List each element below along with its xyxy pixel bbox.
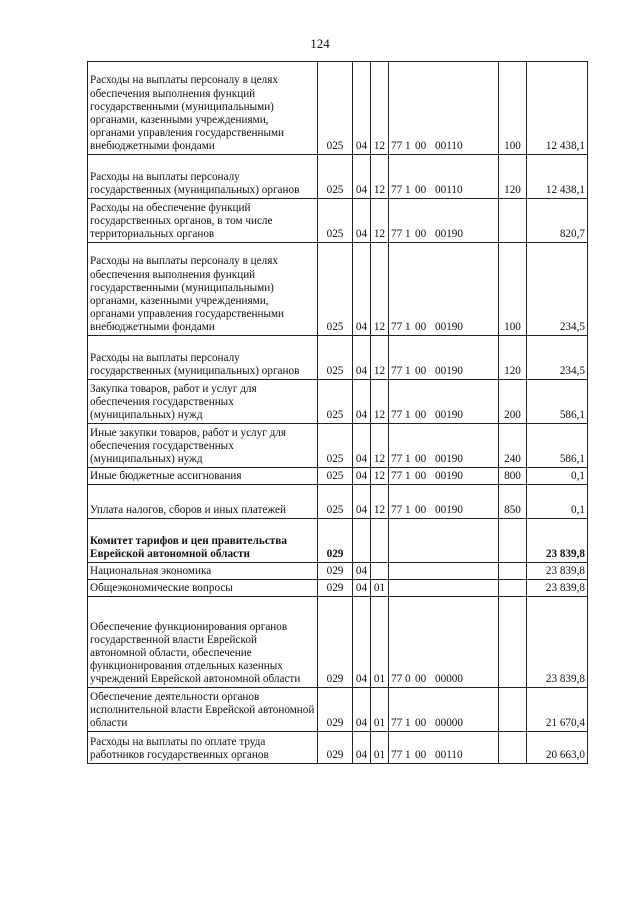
table-row	[88, 199, 588, 243]
ved-code: 029	[318, 688, 353, 732]
subsection-code: 12	[371, 155, 389, 199]
target-article-part: 77	[391, 452, 403, 465]
ved-code: 025	[318, 380, 353, 424]
section-code: 04	[353, 468, 371, 485]
target-article-part: 1	[405, 320, 411, 333]
target-article-code	[389, 732, 499, 764]
target-article-part: 1	[405, 469, 411, 482]
subsection-code: 12	[371, 62, 389, 155]
target-article-part: 00	[415, 452, 427, 465]
row-name: Расходы на выплаты персоналу государственных (муниципальных) органов	[88, 336, 318, 380]
row-name: Расходы на выплаты персоналу государственных (муниципальных) органов	[88, 155, 318, 199]
target-article-part: 77	[391, 716, 403, 729]
amount: 12 438,1	[527, 155, 588, 199]
target-article-part: 77	[391, 320, 403, 333]
expense-type-code	[499, 688, 527, 732]
target-article-part: 1	[405, 227, 411, 240]
target-article-part: 00	[415, 227, 427, 240]
expense-type-code	[499, 563, 527, 580]
subsection-code: 12	[371, 380, 389, 424]
amount: 23 839,8	[527, 580, 588, 597]
expense-type-code: 800	[499, 468, 527, 485]
table-row	[88, 563, 588, 580]
ved-code: 025	[318, 336, 353, 380]
row-name: Обеспечение деятельности органов исполнительной власти Еврейской автономной области	[88, 688, 318, 732]
section-code: 04	[353, 732, 371, 764]
amount: 0,1	[527, 468, 588, 485]
subsection-code: 12	[371, 243, 389, 336]
amount: 21 670,4	[527, 688, 588, 732]
ved-code: 025	[318, 468, 353, 485]
expense-type-code	[499, 580, 527, 597]
target-article-part: 77	[391, 227, 403, 240]
ved-code: 029	[318, 563, 353, 580]
ved-code: 025	[318, 62, 353, 155]
expense-type-code: 850	[499, 485, 527, 519]
target-article-code	[389, 62, 499, 155]
target-article-part: 77	[391, 183, 403, 196]
subsection-code: 12	[371, 468, 389, 485]
ved-code: 029	[318, 580, 353, 597]
ved-code: 025	[318, 243, 353, 336]
section-code: 04	[353, 62, 371, 155]
target-article-part: 77	[391, 672, 403, 685]
page-number: 124	[310, 36, 330, 51]
expense-type-code	[499, 199, 527, 243]
section-code: 04	[353, 688, 371, 732]
target-article-code	[389, 243, 499, 336]
target-article-part: 1	[405, 748, 411, 761]
amount: 23 839,8	[527, 563, 588, 580]
target-article-code	[389, 380, 499, 424]
ved-code: 025	[318, 155, 353, 199]
row-name: Закупка товаров, работ и услуг для обеспечения государственных (муниципальных) нужд	[88, 380, 318, 424]
row-name: Обеспечение функционирования органов государственной власти Еврейской автономной области, обеспечение функционирования отдельных казенных учреждений Еврейской автономной области	[88, 597, 318, 688]
target-article-part: 00	[415, 139, 427, 152]
ved-code: 025	[318, 199, 353, 243]
expense-type-code	[499, 597, 527, 688]
subsection-code: 12	[371, 424, 389, 468]
section-code: 04	[353, 199, 371, 243]
target-article-part: 77	[391, 139, 403, 152]
ved-code: 025	[318, 485, 353, 519]
target-article-part: 00190	[435, 469, 463, 482]
amount: 586,1	[527, 424, 588, 468]
target-article-part: 00	[415, 320, 427, 333]
subsection-code: 01	[371, 688, 389, 732]
subsection-code: 01	[371, 732, 389, 764]
target-article-code	[389, 468, 499, 485]
section-code: 04	[353, 424, 371, 468]
section-code: 04	[353, 580, 371, 597]
target-article-part: 0	[405, 672, 411, 685]
target-article-code	[389, 336, 499, 380]
target-article-part: 1	[405, 183, 411, 196]
row-name: Национальная экономика	[88, 563, 318, 580]
target-article-part: 1	[405, 139, 411, 152]
amount: 586,1	[527, 380, 588, 424]
subsection-code	[371, 519, 389, 563]
amount: 234,5	[527, 336, 588, 380]
target-article-code	[389, 424, 499, 468]
section-code: 04	[353, 563, 371, 580]
target-article-part: 77	[391, 408, 403, 421]
target-article-part: 00	[415, 748, 427, 761]
amount: 234,5	[527, 243, 588, 336]
section-code: 04	[353, 155, 371, 199]
amount: 0,1	[527, 485, 588, 519]
target-article-part: 00	[415, 408, 427, 421]
table-row	[88, 155, 588, 199]
subsection-code: 01	[371, 580, 389, 597]
target-article-code	[389, 155, 499, 199]
expense-type-code: 240	[499, 424, 527, 468]
amount: 23 839,8	[527, 519, 588, 563]
table-row	[88, 580, 588, 597]
table-row	[88, 468, 588, 485]
row-name: Общеэкономические вопросы	[88, 580, 318, 597]
target-article-part: 77	[391, 748, 403, 761]
table-row	[88, 424, 588, 468]
expense-type-code: 120	[499, 336, 527, 380]
ved-code: 025	[318, 424, 353, 468]
target-article-part: 00190	[435, 320, 463, 333]
target-article-part: 77	[391, 503, 403, 516]
target-article-part: 77	[391, 469, 403, 482]
expense-type-code	[499, 732, 527, 764]
ved-code: 029	[318, 732, 353, 764]
row-name: Уплата налогов, сборов и иных платежей	[88, 485, 318, 519]
budget-table	[87, 61, 588, 764]
target-article-part: 00	[415, 183, 427, 196]
target-article-part: 1	[405, 452, 411, 465]
table-row	[88, 732, 588, 764]
target-article-part: 00110	[435, 748, 463, 761]
amount: 20 663,0	[527, 732, 588, 764]
target-article-part: 00190	[435, 503, 463, 516]
target-article-part: 00000	[435, 716, 463, 729]
subsection-code: 12	[371, 199, 389, 243]
target-article-part: 1	[405, 408, 411, 421]
target-article-part: 00190	[435, 452, 463, 465]
section-code: 04	[353, 597, 371, 688]
table-row	[88, 688, 588, 732]
target-article-part: 00190	[435, 227, 463, 240]
target-article-part: 00	[415, 469, 427, 482]
amount: 820,7	[527, 199, 588, 243]
expense-type-code	[499, 519, 527, 563]
target-article-part: 00	[415, 672, 427, 685]
subsection-code: 12	[371, 336, 389, 380]
section-code: 04	[353, 485, 371, 519]
table-row	[88, 597, 588, 688]
row-name: Расходы на выплаты по оплате труда работников государственных органов	[88, 732, 318, 764]
target-article-code	[389, 597, 499, 688]
table-row	[88, 485, 588, 519]
subsection-code: 12	[371, 485, 389, 519]
subsection-code	[371, 563, 389, 580]
target-article-part: 00	[415, 716, 427, 729]
section-code: 04	[353, 336, 371, 380]
section-code	[353, 519, 371, 563]
row-name: Комитет тарифов и цен правительства Еврейской автономной области	[88, 519, 318, 563]
target-article-part: 1	[405, 364, 411, 377]
target-article-part: 1	[405, 716, 411, 729]
target-article-part: 00190	[435, 364, 463, 377]
section-code: 04	[353, 380, 371, 424]
target-article-part: 00190	[435, 408, 463, 421]
target-article-part: 1	[405, 503, 411, 516]
expense-type-code: 120	[499, 155, 527, 199]
row-name: Расходы на выплаты персоналу в целях обеспечения выполнения функций государственными (муниципальными) органами, казенными учреждениями, органами управления государственными внебюджетными фондами	[88, 243, 318, 336]
table-row	[88, 519, 588, 563]
ved-code: 029	[318, 597, 353, 688]
target-article-part: 00	[415, 503, 427, 516]
table-row	[88, 62, 588, 155]
row-name: Иные закупки товаров, работ и услуг для обеспечения государственных (муниципальных) нужд	[88, 424, 318, 468]
table-row	[88, 243, 588, 336]
expense-type-code: 200	[499, 380, 527, 424]
table-row	[88, 336, 588, 380]
table-row	[88, 380, 588, 424]
subsection-code: 01	[371, 597, 389, 688]
expense-type-code: 100	[499, 62, 527, 155]
target-article-code	[389, 519, 499, 563]
target-article-code	[389, 563, 499, 580]
row-name: Расходы на выплаты персоналу в целях обеспечения выполнения функций государственными (муниципальными) органами, казенными учреждениями, органами управления государственными внебюджетными фондами	[88, 62, 318, 155]
target-article-part: 77	[391, 364, 403, 377]
expense-type-code: 100	[499, 243, 527, 336]
row-name: Иные бюджетные ассигнования	[88, 468, 318, 485]
target-article-code	[389, 580, 499, 597]
target-article-code	[389, 199, 499, 243]
row-name: Расходы на обеспечение функций государственных органов, в том числе территориальных органов	[88, 199, 318, 243]
target-article-code	[389, 485, 499, 519]
target-article-code	[389, 688, 499, 732]
section-code: 04	[353, 243, 371, 336]
ved-code: 029	[318, 519, 353, 563]
target-article-part: 00	[415, 364, 427, 377]
target-article-part: 00110	[435, 183, 463, 196]
target-article-part: 00000	[435, 672, 463, 685]
amount: 12 438,1	[527, 62, 588, 155]
target-article-part: 00110	[435, 139, 463, 152]
amount: 23 839,8	[527, 597, 588, 688]
